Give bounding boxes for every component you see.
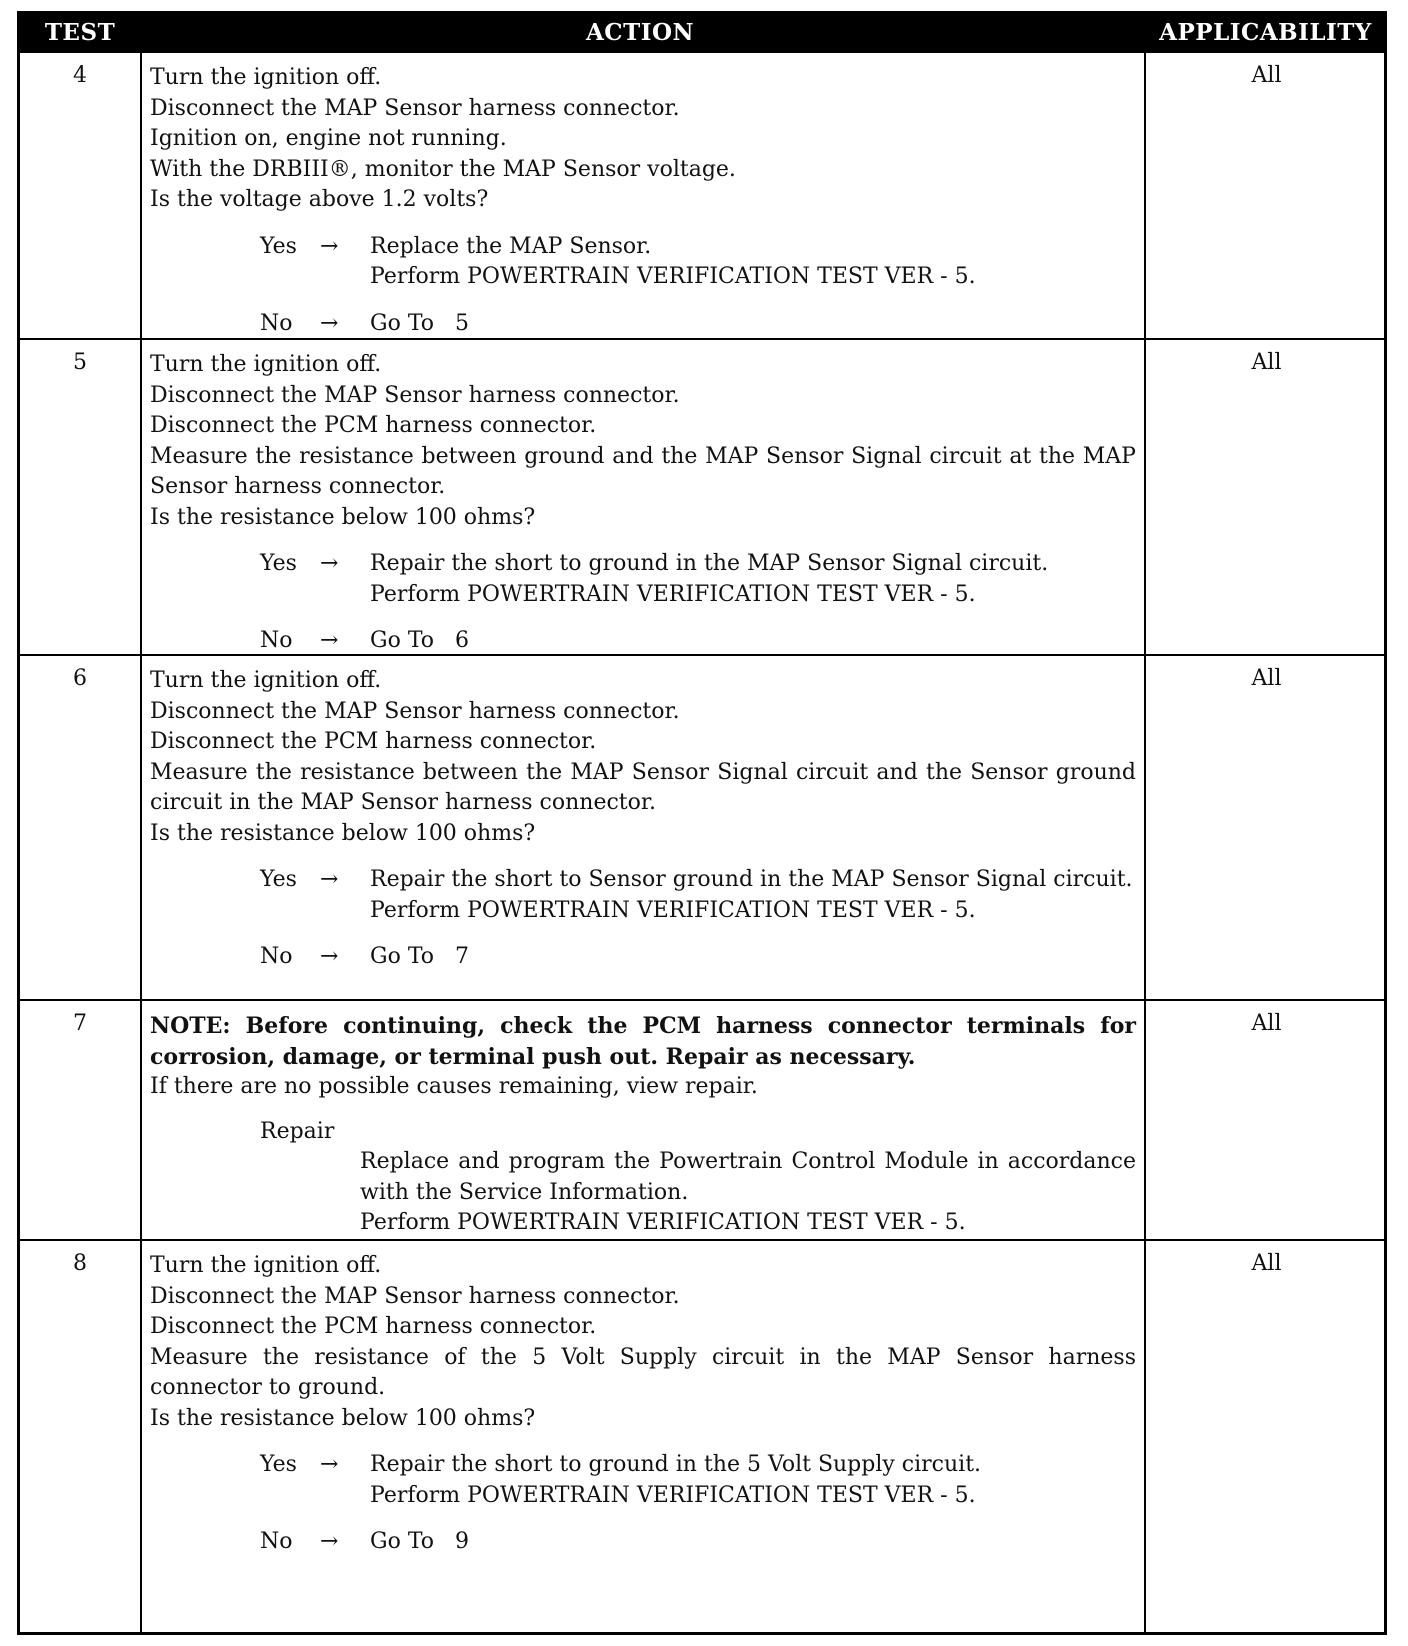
- applicability-cell: All: [1251, 1251, 1282, 1276]
- yes-action: Repair the short to ground in the 5 Volt Supply circuit.: [370, 1452, 982, 1477]
- table-row-test-6: [20, 654, 1384, 999]
- no-branch: [260, 309, 1136, 340]
- table-row-test-7: [20, 999, 1384, 1239]
- yes-branch: [260, 865, 1136, 926]
- action-step: Disconnect the MAP Sensor harness connector.: [150, 382, 680, 408]
- repair-action: Replace and program the Powertrain Control Module in accordance with the Service Information.: [360, 1149, 1136, 1205]
- yes-label: Yes: [260, 551, 297, 576]
- result-branches: [150, 1450, 1136, 1558]
- action-step: Disconnect the PCM harness connector.: [150, 729, 597, 754]
- yes-branch: [260, 232, 1136, 293]
- action-step: Disconnect the PCM harness connector.: [150, 1314, 597, 1339]
- repair-block: [260, 1117, 1136, 1239]
- no-action: Go To 7: [370, 944, 469, 969]
- no-label: No: [260, 1529, 293, 1554]
- result-branches: [150, 232, 1136, 340]
- no-action: Go To 6: [370, 628, 469, 653]
- action-step: Disconnect the PCM harness connector.: [150, 413, 597, 438]
- no-label: No: [260, 310, 293, 336]
- no-branch: [260, 626, 1136, 657]
- action-cell: [140, 1001, 1146, 1239]
- yes-branch: [260, 1450, 1136, 1511]
- action-step: Ignition on, engine not running.: [150, 126, 507, 151]
- yes-action: Replace the MAP Sensor.: [370, 233, 652, 259]
- yes-action: Repair the short to ground in the MAP Sensor Signal circuit.: [370, 551, 1049, 576]
- test-number: 7: [73, 1011, 87, 1036]
- action-cell: [140, 656, 1146, 999]
- action-question: Is the voltage above 1.2 volts?: [150, 187, 489, 212]
- table-row-test-5: [20, 338, 1384, 654]
- table-row-test-8: [20, 1239, 1384, 1632]
- yes-branch: [260, 549, 1136, 610]
- test-number: 4: [73, 63, 87, 88]
- diagnostic-test-table: [17, 11, 1387, 1635]
- action-question: Is the resistance below 100 ohms?: [150, 1405, 536, 1431]
- no-action: Go To 9: [370, 1529, 469, 1554]
- action-step: Measure the resistance between ground and the MAP Sensor Signal circuit at the MAP Sensor harness connector.: [150, 443, 1136, 499]
- arrow-icon: →: [320, 310, 339, 336]
- repair-action: Perform POWERTRAIN VERIFICATION TEST VER - 5.: [360, 1210, 966, 1235]
- yes-action: Perform POWERTRAIN VERIFICATION TEST VER - 5.: [370, 897, 976, 923]
- action-step: Turn the ignition off.: [150, 352, 382, 377]
- arrow-icon: →: [320, 628, 339, 653]
- yes-action: Perform POWERTRAIN VERIFICATION TEST VER - 5.: [370, 581, 976, 607]
- applicability-cell: All: [1251, 63, 1282, 88]
- action-cell: [140, 340, 1146, 654]
- yes-action: Perform POWERTRAIN VERIFICATION TEST VER - 5.: [370, 1482, 976, 1508]
- arrow-icon: →: [320, 944, 339, 969]
- action-step: Measure the resistance between the MAP Sensor Signal circuit and the Sensor ground circuit in the MAP Sensor harness connector.: [150, 759, 1136, 815]
- arrow-icon: →: [320, 233, 339, 259]
- yes-label: Yes: [260, 867, 297, 892]
- no-branch: [260, 1527, 1136, 1558]
- result-branches: [150, 865, 1136, 973]
- table-header: [20, 14, 1384, 51]
- yes-label: Yes: [260, 1452, 297, 1477]
- no-label: No: [260, 944, 293, 969]
- no-branch: [260, 942, 1136, 973]
- arrow-icon: →: [320, 867, 339, 892]
- action-cell: [140, 1241, 1146, 1632]
- action-question: Is the resistance below 100 ohms?: [150, 820, 536, 846]
- action-question: Is the resistance below 100 ohms?: [150, 504, 536, 530]
- note-text: NOTE: Before continuing, check the PCM harness connector terminals for corrosion, damage, or terminal push out. Repair as necessary.: [150, 1013, 1136, 1070]
- action-step: Disconnect the MAP Sensor harness connector.: [150, 95, 680, 121]
- action-step: Turn the ignition off.: [150, 65, 382, 90]
- action-step: If there are no possible causes remaining, view repair.: [150, 1074, 758, 1099]
- test-number: 8: [73, 1251, 87, 1276]
- yes-action: Repair the short to Sensor ground in the MAP Sensor Signal circuit.: [370, 867, 1133, 892]
- yes-label: Yes: [260, 233, 297, 259]
- action-step: With the DRBIII®, monitor the MAP Sensor voltage.: [150, 156, 736, 182]
- applicability-cell: All: [1251, 666, 1282, 691]
- header-action: ACTION: [585, 19, 695, 46]
- table-row-test-4: [20, 51, 1384, 338]
- arrow-icon: →: [320, 1452, 339, 1477]
- action-cell: [140, 53, 1146, 338]
- arrow-icon: →: [320, 1529, 339, 1554]
- header-test: TEST: [44, 19, 116, 46]
- no-label: No: [260, 628, 293, 653]
- applicability-cell: All: [1251, 1011, 1282, 1036]
- action-step: Turn the ignition off.: [150, 668, 382, 693]
- yes-action: Perform POWERTRAIN VERIFICATION TEST VER - 5.: [370, 264, 976, 289]
- repair-body: [360, 1147, 1136, 1239]
- result-branches: [150, 549, 1136, 657]
- action-step: Disconnect the MAP Sensor harness connector.: [150, 1283, 680, 1309]
- header-applicability: APPLICABILITY: [1159, 19, 1372, 46]
- test-number: 6: [73, 666, 87, 691]
- applicability-cell: All: [1251, 350, 1282, 375]
- repair-label: Repair: [260, 1118, 335, 1144]
- no-action: Go To 5: [370, 310, 469, 336]
- test-number: 5: [73, 350, 87, 375]
- action-step: Measure the resistance of the 5 Volt Supply circuit in the MAP Sensor harness connector to ground.: [150, 1344, 1136, 1400]
- arrow-icon: →: [320, 551, 339, 576]
- action-step: Turn the ignition off.: [150, 1253, 382, 1278]
- action-step: Disconnect the MAP Sensor harness connector.: [150, 698, 680, 724]
